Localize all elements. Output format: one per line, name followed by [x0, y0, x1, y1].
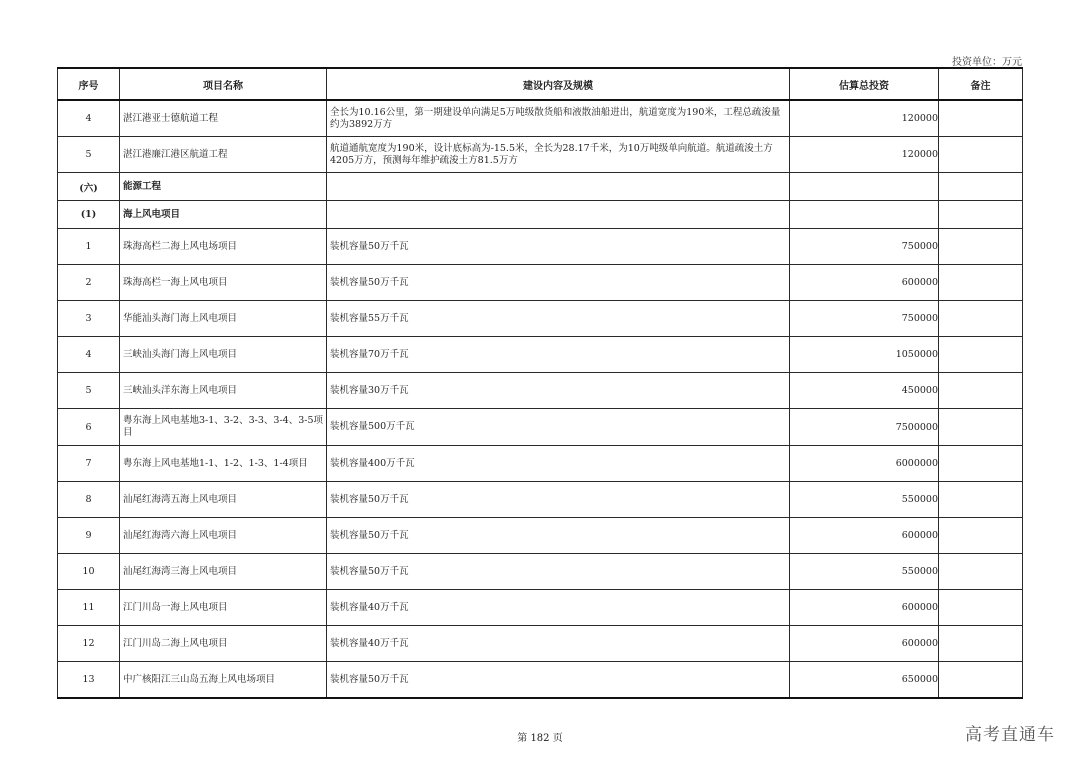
- column-header-desc: 建设内容及规模: [327, 68, 790, 100]
- cell-project-name: 三峡汕头海门海上风电项目: [120, 337, 327, 373]
- table-row: [58, 100, 1023, 137]
- cell-project-name: 粤东海上风电基地1-1、1-2、1-3、1-4项目: [120, 446, 327, 482]
- cell-investment: 120000: [790, 100, 939, 137]
- cell-note: [939, 518, 1023, 554]
- cell-no: 2: [58, 265, 120, 301]
- table-row: [58, 373, 1023, 409]
- cell-note: [939, 373, 1023, 409]
- table-row: [58, 518, 1023, 554]
- cell-note: [939, 229, 1023, 265]
- cell-description: [327, 173, 790, 201]
- cell-description: 装机容量50万千瓦: [327, 554, 790, 590]
- cell-project-name: 汕尾红海湾五海上风电项目: [120, 482, 327, 518]
- cell-investment: 600000: [790, 518, 939, 554]
- table-row: [58, 301, 1023, 337]
- column-header-investment: 估算总投资: [790, 68, 939, 100]
- cell-investment: 450000: [790, 373, 939, 409]
- cell-project-name: 珠海高栏二海上风电场项目: [120, 229, 327, 265]
- cell-no: 13: [58, 662, 120, 699]
- cell-project-name: 海上风电项目: [120, 201, 327, 229]
- table-row: [58, 409, 1023, 446]
- cell-investment: 650000: [790, 662, 939, 699]
- cell-project-name: 粤东海上风电基地3-1、3-2、3-3、3-4、3-5项目: [120, 409, 327, 446]
- cell-no: (六): [58, 173, 120, 201]
- cell-project-name: 汕尾红海湾六海上风电项目: [120, 518, 327, 554]
- cell-no: 8: [58, 482, 120, 518]
- cell-note: [939, 482, 1023, 518]
- cell-description: 全长为10.16公里，第一期建设单向满足5万吨级散货船和液散油船进出，航道宽度为190米，工程总疏浚量约为3892万方: [327, 100, 790, 137]
- cell-no: (1): [58, 201, 120, 229]
- cell-note: [939, 100, 1023, 137]
- cell-description: 装机容量30万千瓦: [327, 373, 790, 409]
- cell-description: 装机容量50万千瓦: [327, 482, 790, 518]
- cell-note: [939, 173, 1023, 201]
- table-row: [58, 446, 1023, 482]
- cell-note: [939, 337, 1023, 373]
- cell-no: 6: [58, 409, 120, 446]
- cell-note: [939, 590, 1023, 626]
- cell-note: [939, 446, 1023, 482]
- cell-note: [939, 201, 1023, 229]
- table-row: [58, 229, 1023, 265]
- table-row: [58, 590, 1023, 626]
- column-header-name: 项目名称: [120, 68, 327, 100]
- column-header-note: 备注: [939, 68, 1023, 100]
- table-row: [58, 482, 1023, 518]
- cell-investment: 120000: [790, 137, 939, 173]
- table-row: [58, 265, 1023, 301]
- cell-no: 4: [58, 100, 120, 137]
- cell-description: [327, 201, 790, 229]
- cell-description: 装机容量50万千瓦: [327, 229, 790, 265]
- cell-project-name: 三峡汕头洋东海上风电项目: [120, 373, 327, 409]
- cell-no: 3: [58, 301, 120, 337]
- cell-project-name: 江门川岛二海上风电项目: [120, 626, 327, 662]
- cell-investment: 750000: [790, 301, 939, 337]
- cell-investment: [790, 173, 939, 201]
- cell-investment: 600000: [790, 265, 939, 301]
- cell-project-name: 湛江港亚士德航道工程: [120, 100, 327, 137]
- cell-project-name: 珠海高栏一海上风电项目: [120, 265, 327, 301]
- table-header-row: [58, 68, 1023, 100]
- table-row: [58, 662, 1023, 699]
- cell-description: 装机容量400万千瓦: [327, 446, 790, 482]
- cell-investment: 600000: [790, 626, 939, 662]
- cell-note: [939, 265, 1023, 301]
- project-table: [57, 67, 1023, 699]
- cell-description: 装机容量70万千瓦: [327, 337, 790, 373]
- cell-note: [939, 409, 1023, 446]
- cell-project-name: 湛江港廉江港区航道工程: [120, 137, 327, 173]
- unit-note: 投资单位：万元: [952, 57, 1022, 68]
- cell-investment: 550000: [790, 482, 939, 518]
- cell-no: 11: [58, 590, 120, 626]
- cell-no: 4: [58, 337, 120, 373]
- cell-no: 10: [58, 554, 120, 590]
- cell-description: 装机容量50万千瓦: [327, 518, 790, 554]
- cell-investment: 550000: [790, 554, 939, 590]
- cell-description: 装机容量50万千瓦: [327, 662, 790, 699]
- cell-description: 航道通航宽度为190米，设计底标高为-15.5米，全长为28.17千米，为10万吨级单向航道。航道疏浚土方4205万方，预测每年维护疏浚土方81.5万方: [327, 137, 790, 173]
- cell-no: 7: [58, 446, 120, 482]
- cell-no: 12: [58, 626, 120, 662]
- cell-project-name: 中广核阳江三山岛五海上风电场项目: [120, 662, 327, 699]
- table-row: [58, 626, 1023, 662]
- cell-investment: [790, 201, 939, 229]
- cell-project-name: 汕尾红海湾三海上风电项目: [120, 554, 327, 590]
- table-row: [58, 201, 1023, 229]
- cell-investment: 600000: [790, 590, 939, 626]
- watermark: 高考直通车: [965, 725, 1055, 745]
- cell-no: 1: [58, 229, 120, 265]
- cell-note: [939, 626, 1023, 662]
- cell-note: [939, 554, 1023, 590]
- table-row: [58, 554, 1023, 590]
- cell-project-name: 能源工程: [120, 173, 327, 201]
- cell-project-name: 华能汕头海门海上风电项目: [120, 301, 327, 337]
- cell-no: 5: [58, 373, 120, 409]
- table-row: [58, 137, 1023, 173]
- column-header-no: 序号: [58, 68, 120, 100]
- cell-description: 装机容量50万千瓦: [327, 265, 790, 301]
- cell-description: 装机容量55万千瓦: [327, 301, 790, 337]
- cell-investment: 7500000: [790, 409, 939, 446]
- cell-no: 5: [58, 137, 120, 173]
- cell-no: 9: [58, 518, 120, 554]
- cell-description: 装机容量40万千瓦: [327, 590, 790, 626]
- cell-note: [939, 301, 1023, 337]
- cell-description: 装机容量500万千瓦: [327, 409, 790, 446]
- cell-project-name: 江门川岛一海上风电项目: [120, 590, 327, 626]
- cell-investment: 750000: [790, 229, 939, 265]
- cell-note: [939, 662, 1023, 699]
- cell-investment: 1050000: [790, 337, 939, 373]
- table-row: [58, 337, 1023, 373]
- page-number: 第 182 页: [517, 733, 563, 744]
- cell-note: [939, 137, 1023, 173]
- cell-description: 装机容量40万千瓦: [327, 626, 790, 662]
- cell-investment: 6000000: [790, 446, 939, 482]
- table-row: [58, 173, 1023, 201]
